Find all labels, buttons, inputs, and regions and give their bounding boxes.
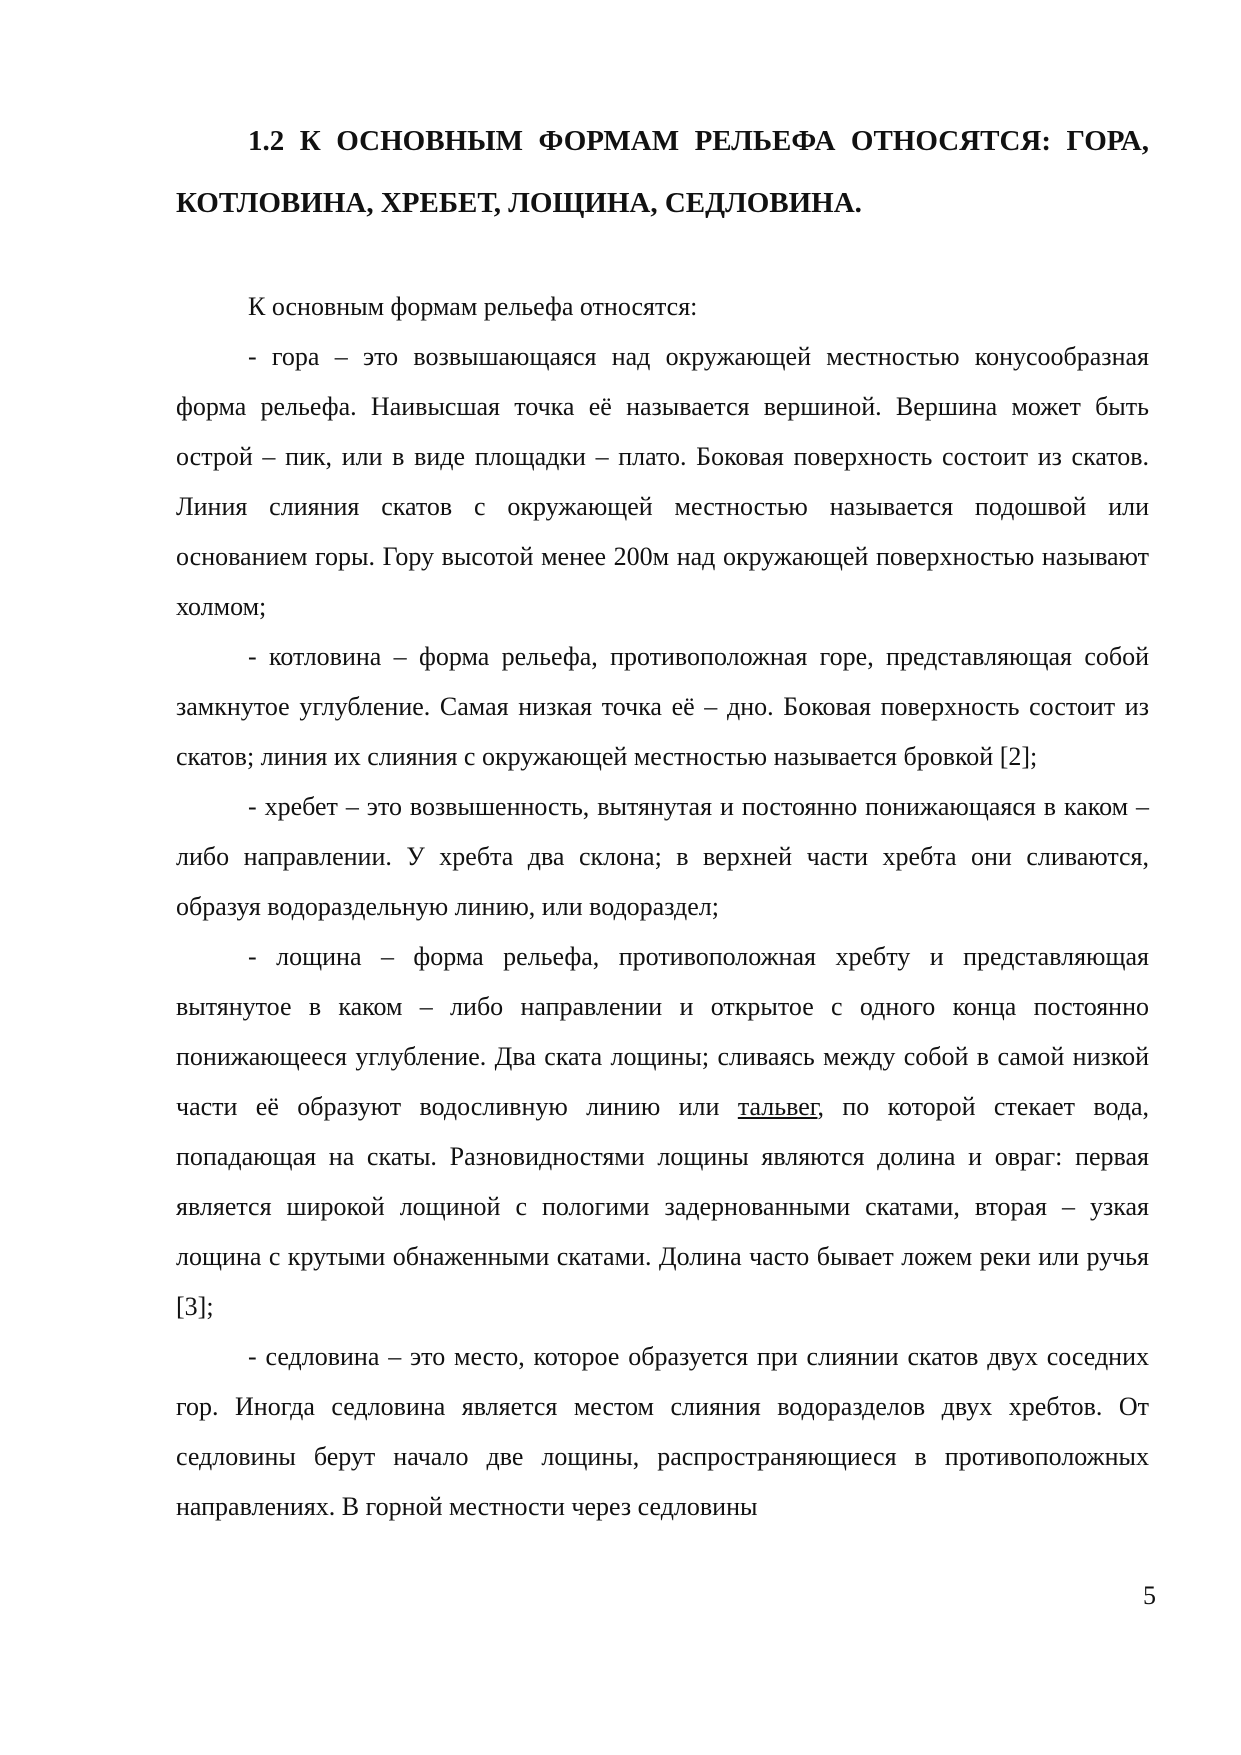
- paragraph-kotlovina: - котловина – форма рельефа, противоположная горе, представляющая собой замкнутое углубление. Самая низкая точка её – дно. Боковая поверхность состоит из скатов; линия их слияния с окружающей местностью называется бровкой [2];: [176, 642, 1149, 771]
- intro-paragraph: К основным формам рельефа относятся:: [248, 292, 698, 321]
- page-number: 5: [1143, 1581, 1156, 1610]
- paragraph-loshchina-text-start: - лощина – форма рельефа, противоположная хребту и представляющая вытянутое в каком – либо направлении и открытое с одного конца постоянно понижающееся углубление. Два ската лощины; сливаясь между собой в самой низкой части её образуют водосливную линию или: [176, 942, 1149, 1121]
- section-heading: 1.2 К ОСНОВНЫМ ФОРМАМ РЕЛЬЕФА ОТНОСЯТСЯ: ГОРА, КОТЛОВИНА, ХРЕБЕТ, ЛОЩИНА, СЕДЛОВИНА.: [176, 125, 1149, 219]
- paragraph-gora: - гора – это возвышающаяся над окружающей местностью конусообразная форма рельефа. Наивысшая точка её называется вершиной. Вершина может быть острой – пик, или в виде площадки – плато. Боковая поверхность состоит из скатов. Линия слияния скатов с окружающей местностью называется подошвой или основанием горы. Гору высотой менее 200м над окружающей поверхностью называют холмом;: [176, 342, 1149, 621]
- paragraph-sedlovina: - седловина – это место, которое образуется при слиянии скатов двух соседних гор. Иногда седловина является местом слияния водоразделов двух хребтов. От седловины берут начало две лощины, распространяющиеся в противоположных направлениях. В горной местности через седловины: [176, 1342, 1149, 1521]
- paragraph-loshchina: [176, 932, 1149, 1332]
- paragraph-loshchina-text-end: , по которой стекает вода, попадающая на скаты. Разновидностями лощины являются долина и овраг: первая является широкой лощиной с пологими задернованными скатами, вторая – узкая лощина с крутыми обнаженными скатами. Долина часто бывает ложем реки или ручья [3];: [176, 1092, 1149, 1321]
- paragraph-khrebet: - хребет – это возвышенность, вытянутая и постоянно понижающаяся в каком – либо направлении. У хребта два склона; в верхней части хребта они сливаются, образуя водораздельную линию, или водораздел;: [176, 792, 1149, 921]
- body-text: [176, 282, 1149, 1532]
- term-talveg-underlined: тальвег: [737, 1092, 818, 1121]
